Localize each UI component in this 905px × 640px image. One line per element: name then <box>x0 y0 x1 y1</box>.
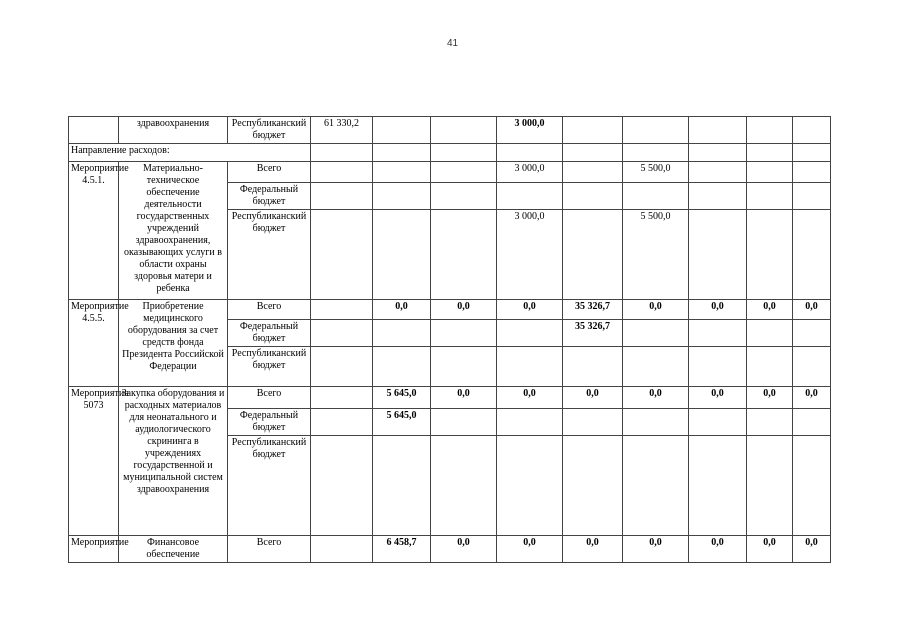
value-cell: 5 645,0 <box>373 387 431 409</box>
table-row <box>69 536 831 563</box>
value-cell: 5 645,0 <box>373 409 431 436</box>
name-cell: Закупка оборудования и расходных материалов для неонатального и аудиологического скрининга в учреждениях государственной и муниципальной систем здравоохранения <box>119 387 228 536</box>
value-cell: 3 000,0 <box>497 210 563 300</box>
value-cell: 0,0 <box>497 387 563 409</box>
table-row <box>69 300 831 320</box>
value-cell: 0,0 <box>793 387 831 409</box>
code-cell <box>69 117 119 144</box>
source-cell: Республиканский бюджет <box>228 117 311 144</box>
code-cell: Мероприятие 4.5.1. <box>69 162 119 300</box>
source-cell: Всего <box>228 387 311 409</box>
source-cell: Федеральный бюджет <box>228 409 311 436</box>
source-cell: Федеральный бюджет <box>228 320 311 347</box>
direction-label: Направление расходов: <box>69 144 311 162</box>
value-cell: 6 458,7 <box>373 536 431 563</box>
value-cell: 0,0 <box>793 536 831 563</box>
value-cell: 0,0 <box>623 536 689 563</box>
name-cell: Приобретение медицинского оборудования за счет средств фонда Президента Российской Федерации <box>119 300 228 387</box>
value-cell: 0,0 <box>497 300 563 320</box>
table-row <box>69 144 831 162</box>
value-cell: 3 000,0 <box>497 117 563 144</box>
value-cell: 0,0 <box>431 387 497 409</box>
source-cell: Республиканский бюджет <box>228 436 311 536</box>
value-cell: 5 500,0 <box>623 210 689 300</box>
value-cell: 5 500,0 <box>623 162 689 183</box>
value-cell: 0,0 <box>747 387 793 409</box>
code-cell: Мероприятие 4.5.5. <box>69 300 119 387</box>
value-cell: 0,0 <box>689 536 747 563</box>
page-number: 41 <box>446 38 459 49</box>
source-cell: Всего <box>228 536 311 563</box>
table-row <box>69 162 831 183</box>
value-cell: 0,0 <box>373 300 431 320</box>
value-cell: 3 000,0 <box>497 162 563 183</box>
value-cell: 35 326,7 <box>563 300 623 320</box>
value-cell: 0,0 <box>689 300 747 320</box>
name-cell: Материально-техническое обеспечение деятельности государственных учреждений здравоохранения, оказывающих услуги в области охраны здоровья матери и ребенка <box>119 162 228 300</box>
name-cell: здравоохранения <box>119 117 228 144</box>
code-cell: Мероприятие 5073 <box>69 387 119 536</box>
source-cell: Всего <box>228 300 311 320</box>
name-cell: Финансовое обеспечение <box>119 536 228 563</box>
value-cell: 0,0 <box>747 536 793 563</box>
value-cell: 0,0 <box>689 387 747 409</box>
table-row <box>69 387 831 409</box>
value-cell: 0,0 <box>431 300 497 320</box>
value-cell: 0,0 <box>497 536 563 563</box>
value-cell: 0,0 <box>793 300 831 320</box>
source-cell: Республиканский бюджет <box>228 210 311 300</box>
code-cell: Мероприятие <box>69 536 119 563</box>
value-cell: 0,0 <box>747 300 793 320</box>
value-cell: 0,0 <box>431 536 497 563</box>
table-row <box>69 117 831 144</box>
value-cell: 0,0 <box>563 387 623 409</box>
value-cell: 0,0 <box>563 536 623 563</box>
value-cell: 0,0 <box>623 387 689 409</box>
value-cell: 35 326,7 <box>563 320 623 347</box>
source-cell: Республиканский бюджет <box>228 347 311 387</box>
budget-table <box>68 116 831 563</box>
source-cell: Всего <box>228 162 311 183</box>
value-cell: 0,0 <box>623 300 689 320</box>
value-cell: 61 330,2 <box>311 117 373 144</box>
source-cell: Федеральный бюджет <box>228 183 311 210</box>
